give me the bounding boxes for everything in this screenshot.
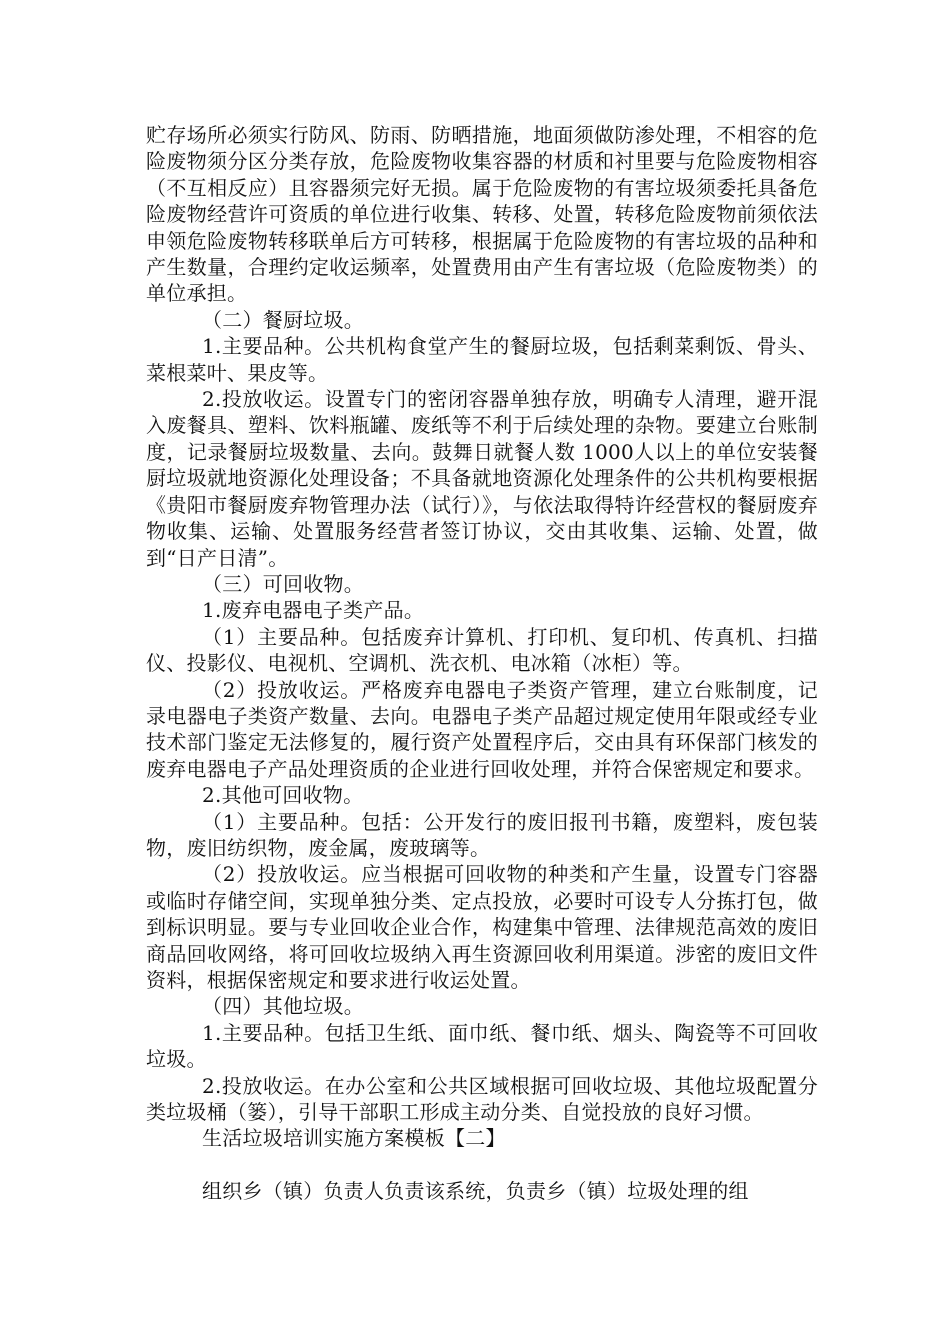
paragraph-other-waste-types: 1.主要品种。包括卫生纸、面巾纸、餐巾纸、烟头、陶瓷等不可回收垃圾。 bbox=[146, 1020, 818, 1072]
heading-other-recyclables: 2.其他可回收物。 bbox=[202, 783, 364, 808]
paragraph-electronics-types: （1）主要品种。包括废弃计算机、打印机、复印机、传真机、扫描仪、投影仪、电视机、空调机、洗衣机、电冰箱（冰柜）等。 bbox=[146, 624, 818, 676]
heading-other-waste: （四）其他垃圾。 bbox=[202, 994, 364, 1019]
heading-electronics: 1.废弃电器电子类产品。 bbox=[202, 598, 425, 623]
section-title-template-two: 生活垃圾培训实施方案模板【二】 bbox=[202, 1126, 506, 1151]
paragraph-hazardous-storage: 贮存场所必须实行防风、防雨、防晒措施，地面须做防渗处理，不相容的危险废物须分区分类存放，危险废物收集容器的材质和衬里要与危险废物相容（不互相反应）且容器须完好无损。属于危险废物的有害垃圾须委托具备危险废物经营许可资质的单位进行收集、转移、处置，转移危险废物前须依法申领危险废物转移联单后方可转移，根据属于危险废物的有害垃圾的品种和产生数量，合理约定收运频率，处置费用由产生有害垃圾（危险废物类）的单位承担。 bbox=[146, 123, 818, 306]
paragraph-other-waste-collection: 2.投放收运。在办公室和公共区域根据可回收垃圾、其他垃圾配置分类垃圾桶（篓），引导干部职工形成主动分类、自觉投放的良好习惯。 bbox=[146, 1073, 818, 1125]
heading-recyclables: （三）可回收物。 bbox=[202, 571, 364, 596]
paragraph-kitchen-collection: 2.投放收运。设置专门的密闭容器单独存放，明确专人清理，避开混入废餐具、塑料、饮料瓶罐、废纸等不利于后续处理的杂物。要建立台账制度，记录餐厨垃圾数量、去向。鼓舞日就餐人数 1000人以上的单位安装餐厨垃圾就地资源化处理设备；不具备就地资源化处理条件的公共机构要根据《贵阳市餐厨废弃物管理办法（试行）》，与依法取得特许经营权的餐厨废弃物收集、运输、处置服务经营者签订协议，交由其收集、运输、处置，做到“日产日清”。 bbox=[146, 387, 818, 570]
paragraph-other-recyclables-collection: （2）投放收运。应当根据可回收物的种类和产生量，设置专门容器或临时存储空间，实现单独分类、定点投放，必要时可设专人分拣打包，做到标识明显。要与专业回收企业合作，构建集中管理、法律规范高效的废旧商品回收网络，将可回收垃圾纳入再生资源回收利用渠道。涉密的废旧文件资料，根据保密规定和要求进行收运处置。 bbox=[146, 862, 818, 992]
document-body bbox=[146, 122, 818, 1204]
paragraph-kitchen-types: 1.主要品种。公共机构食堂产生的餐厨垃圾，包括剩菜剩饭、骨头、菜根菜叶、果皮等。 bbox=[146, 334, 818, 385]
paragraph-electronics-collection: （2）投放收运。严格废弃电器电子类资产管理，建立台账制度，记录电器电子类资产数量、去向。电器电子类产品超过规定使用年限或经专业技术部门鉴定无法修复的，履行资产处置程序后，交由具有环保部门核发的废弃电器电子产品处理资质的企业进行回收处理，并符合保密规定和要求。 bbox=[146, 677, 818, 781]
paragraph-other-recyclables-types: （1）主要品种。包括：公开发行的废旧报刊书籍，废塑料，废包装物，废旧纺织物，废金属，废玻璃等。 bbox=[146, 809, 818, 860]
heading-kitchen-waste: （二）餐厨垃圾。 bbox=[202, 307, 364, 332]
paragraph-township-organization: 组织乡（镇）负责人负责该系统，负责乡（镇）垃圾处理的组 bbox=[202, 1178, 749, 1203]
